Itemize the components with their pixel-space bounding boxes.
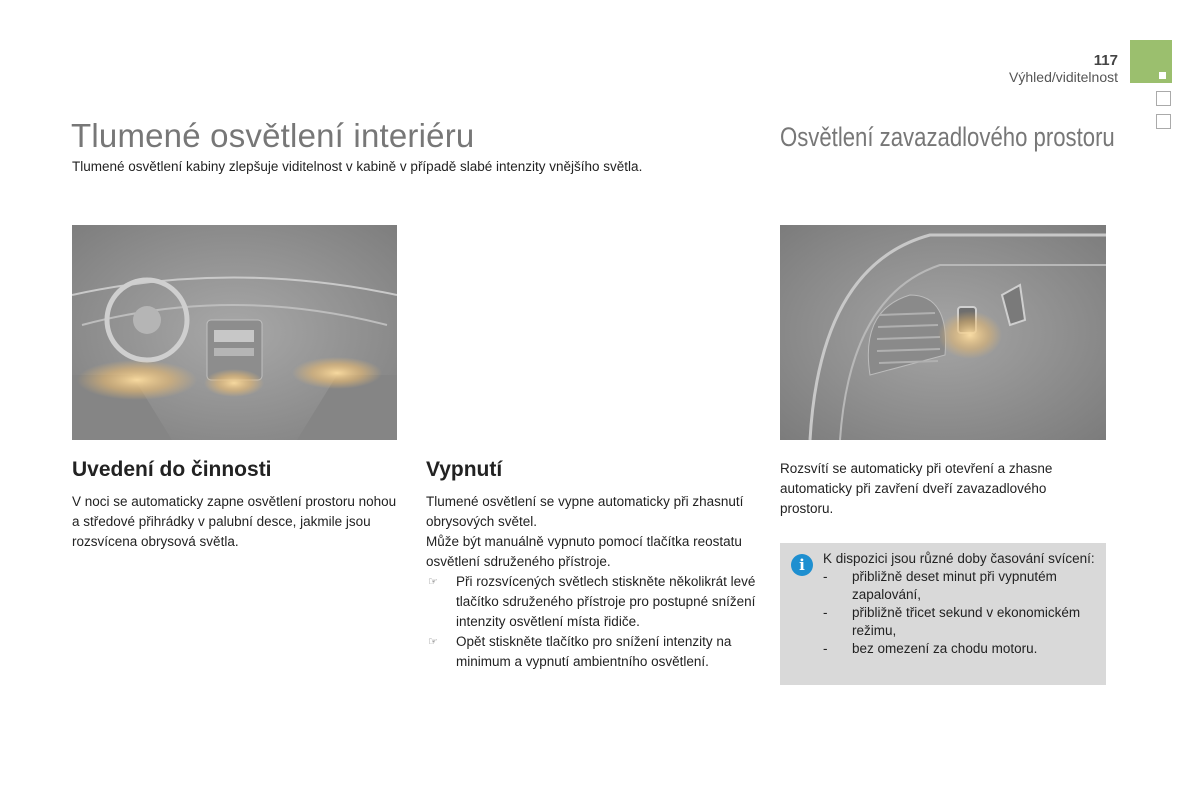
pointing-hand-icon: ☞: [428, 636, 438, 648]
info-intro: K dispozici jsou různé doby časování svícení:: [823, 551, 1095, 566]
dash-bullet: -: [823, 641, 828, 656]
info-item: bez omezení za chodu motoru.: [852, 641, 1038, 656]
trunk-light-image: [780, 225, 1106, 440]
section-tab-3[interactable]: [1156, 114, 1171, 129]
page-title: Tlumené osvětlení interiéru: [71, 117, 475, 154]
section-name: Výhled/viditelnost: [1009, 69, 1118, 85]
tab-marker-icon: [1159, 72, 1166, 79]
trunk-lighting-text: Rozsvítí se automaticky při otevření a zhasne automaticky při zavření dveří zavazadlového prostoru.: [780, 461, 1053, 516]
list-item: [426, 572, 756, 632]
section-tab-2[interactable]: [1156, 91, 1171, 106]
trunk-lighting-title: Osvětlení zavazadlového prostoru: [780, 122, 1115, 152]
dash-bullet: -: [823, 605, 828, 620]
info-item: přibližně deset minut při vypnutém zapalování,: [852, 569, 1057, 602]
activation-heading: Uvedení do činnosti: [72, 458, 272, 481]
dashboard-ambient-light-image: [72, 225, 397, 440]
deactivation-para-2: Může být manuálně vypnuto pomocí tlačítka reostatu osvětlení sdruženého přístroje.: [426, 534, 742, 569]
deactivation-para-1: Tlumené osvětlení se vypne automaticky při zhasnutí obrysových světel.: [426, 494, 744, 529]
dash-bullet: -: [823, 569, 828, 584]
info-box: [780, 543, 1106, 685]
bullet-text: Při rozsvícených světlech stiskněte několikrát levé tlačítko sdruženého přístroje pro postupné snížení intenzity osvětlení místa řidiče.: [456, 574, 756, 629]
info-item: přibližně třicet sekund v ekonomickém režimu,: [852, 605, 1081, 638]
list-item: [823, 640, 1098, 658]
info-icon: i: [791, 554, 813, 576]
page-number: 117: [1093, 52, 1118, 69]
pointing-hand-icon: ☞: [428, 576, 438, 588]
list-item: [823, 604, 1098, 640]
bullet-text: Opět stiskněte tlačítko pro snížení intenzity na minimum a vypnutí ambientního osvětlení.: [456, 634, 732, 669]
list-item: [823, 568, 1098, 604]
deactivation-heading: Vypnutí: [426, 458, 503, 481]
list-item: [426, 632, 756, 672]
activation-text: V noci se automaticky zapne osvětlení prostoru nohou a středové přihrádky v palubní desce, jakmile jsou rozsvícena obrysová světla.: [72, 494, 397, 549]
page-intro: Tlumené osvětlení kabiny zlepšuje viditelnost v kabině v případě slabé intenzity vnějšího světla.: [72, 159, 643, 174]
section-tab-active[interactable]: [1130, 40, 1172, 83]
